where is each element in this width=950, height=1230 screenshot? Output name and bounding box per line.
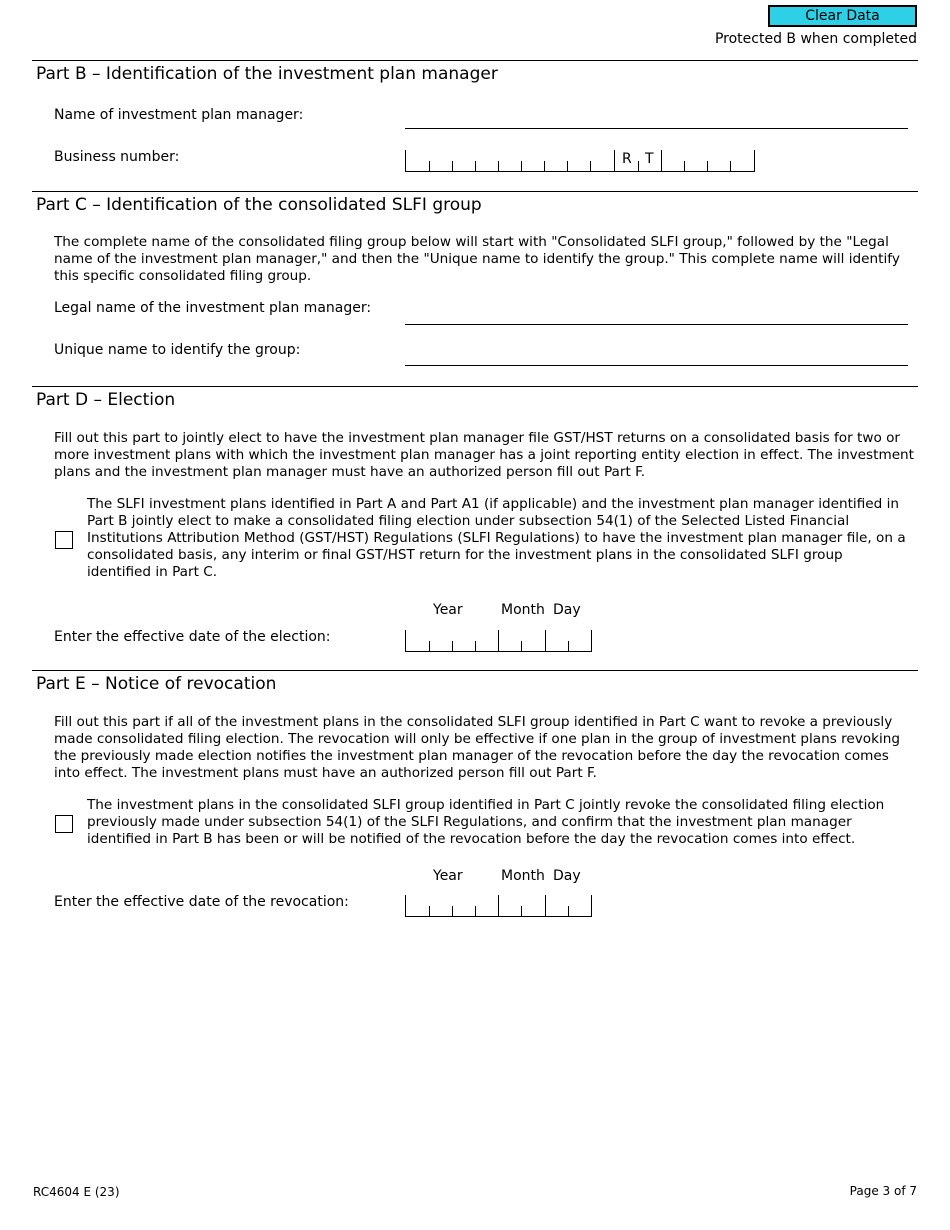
day-heading: Day (553, 602, 581, 618)
form-id: RC4604 E (23) (33, 1185, 120, 1199)
revocation-statement: The investment plans in the consolidated SLFI group identified in Part C jointly revoke the consolidated filing election previously made under subsection 54(1) of the SLFI Regulations, and confirm that the investment plan manager identified in Part B has been or will be notified of the revocation before the day the revocation comes into effect. (87, 797, 885, 847)
revocation-checkbox[interactable] (55, 815, 73, 833)
divider (32, 60, 918, 61)
election-statement: The SLFI investment plans identified in Part A and Part A1 (if applicable) and the investment plan manager identified in Part B jointly elect to make a consolidated filing election under subsection 54(1) of the Selected Listed Financial Institutions Attribution Method (GST/HST) Regulations (SLFI Regulations) to have the investment plan manager file, on a consolidated basis, any interim or final GST/HST return for the investment plans in the consolidated SLFI group identified in Part C. (87, 496, 906, 580)
revocation-date-field[interactable] (405, 895, 592, 917)
election-checkbox[interactable] (55, 531, 73, 549)
clear-data-button[interactable]: Clear Data (768, 5, 917, 27)
election-date-label: Enter the effective date of the election: (54, 629, 331, 645)
month-heading: Month (501, 868, 545, 884)
part-b-title: Part B – Identification of the investment plan manager (36, 64, 498, 84)
bn-program-t: T (645, 151, 654, 167)
legal-name-field[interactable] (405, 324, 908, 325)
legal-name-label: Legal name of the investment plan manager: (54, 300, 372, 316)
unique-name-label: Unique name to identify the group: (54, 342, 301, 358)
divider (32, 670, 918, 671)
business-number-field[interactable] (405, 150, 755, 172)
page-number: Page 3 of 7 (849, 1184, 917, 1198)
manager-name-field[interactable] (405, 128, 908, 129)
year-heading: Year (433, 602, 463, 618)
month-heading: Month (501, 602, 545, 618)
bn-program-r: R (622, 151, 632, 167)
protected-notice: Protected B when completed (714, 31, 917, 47)
divider (32, 191, 918, 192)
day-heading: Day (553, 868, 581, 884)
business-number-label: Business number: (54, 149, 180, 165)
part-d-title: Part D – Election (36, 390, 176, 410)
election-date-field[interactable] (405, 630, 592, 652)
part-e-intro: Fill out this part if all of the investment plans in the consolidated SLFI group identified in Part C want to revoke a previously made consolidated filing election. The revocation will only be effective if one plan in the group of investment plans revoking the previously made election notifies the investment plan manager of the revocation before the day the revocation comes into effect. The investment plans must have an authorized person fill out Part F. (54, 714, 901, 781)
part-c-intro: The complete name of the consolidated filing group below will start with "Consolidated SLFI group," followed by the "Legal name of the investment plan manager," and then the "Unique name to identify the group." This complete name will identify this specific consolidated filing group. (54, 234, 900, 284)
unique-name-field[interactable] (405, 365, 908, 366)
revocation-date-label: Enter the effective date of the revocation: (54, 894, 349, 910)
manager-name-label: Name of investment plan manager: (54, 107, 304, 123)
divider (32, 386, 918, 387)
year-heading: Year (433, 868, 463, 884)
part-d-intro: Fill out this part to jointly elect to have the investment plan manager file GST/HST returns on a consolidated basis for two or more investment plans with which the investment plan manager has a joint reporting entity election in effect. The investment plans and the investment plan manager must have an authorized person fill out Part F. (54, 430, 914, 480)
part-c-title: Part C – Identification of the consolidated SLFI group (36, 195, 482, 215)
part-e-title: Part E – Notice of revocation (36, 674, 277, 694)
